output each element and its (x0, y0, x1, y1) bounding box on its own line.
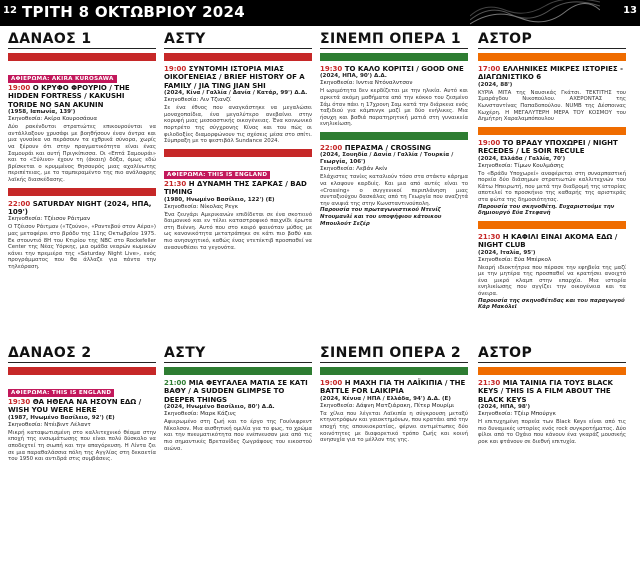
screening (164, 379, 312, 452)
page-number-left: 12 (3, 5, 17, 16)
venue-heading: ΑΣΤΥ (164, 30, 312, 49)
screening (320, 65, 468, 128)
screening-director: Σκηνοθεσία: Λεβάν Ακίν (320, 166, 388, 173)
screening (8, 200, 156, 271)
screening-director: Σκηνοθεσία: Ντέιβιντ Λέλαντ (8, 421, 91, 428)
screening-director: Σκηνοθεσία: Ακίρα Κουροσάουα (8, 116, 98, 123)
screening-meta: (1958, Ιαπωνία, 139') (8, 109, 76, 116)
screening-meta: (2024, 88') (478, 81, 513, 88)
screening-director: Σκηνοθεσία: Τίμων Κουλμάσης (478, 162, 564, 169)
screening-description: Νεαρή ιδιοκτήτρια που πέρασε την εφηβεία της μαζί με την μητέρα της προσπαθεί να κρατήσει ανοιχτό ένα μικρό κλαμπ στην επαρχία. Μια ιστορία ενηλικίωσης που αγγίζει την οικογένεια και τα όνειρα. (478, 264, 626, 297)
color-strip (8, 53, 156, 61)
screening-title: 22:00 SATURDAY NIGHT (2024, ΗΠΑ, 109') (8, 199, 152, 216)
screening-meta: (1987, Ηνωμένο Βασίλειο, 92') (Ε) (8, 414, 115, 421)
screening-time: 21:00 (164, 379, 187, 387)
screening-meta: (2024, Κίνα / Γαλλία / Δανία / Κατάρ, 99') Δ.Δ. (164, 90, 308, 97)
screening-title: 21:30 Η ΔΥΝΑΜΗ ΤΗΣ ΣΑΡΚΑΣ / BAD TIMING (164, 179, 307, 197)
screening-director: Σκηνοθεσία: Τζέιρ Μπούργκ (478, 411, 556, 418)
screening-title: 19:30 ΘΑ ΗΘΕΛΑ ΝΑ ΗΣΟΥΝ ΕΔΩ / WISH YOU WERE HERE (8, 398, 142, 415)
page-number-right: 13 (623, 5, 637, 16)
screening-director: Σκηνοθεσία: Ινντια Ντόναλντσον (320, 80, 413, 87)
color-strip (164, 149, 312, 157)
screening-description: Αφιερωμένο στη ζωή και το έργο της Γουίνιφρεντ Νίκολσον. Μια αισθητική ομιλία για το φως, το χρώμα και την πνευματικότητα που ενέπνευσαν μια από τις πιο σημαντικές Βρετανίδες ζωγράφους του εικοστού αιώνα. (164, 419, 312, 452)
screening-title: 19:30 ΤΟ ΚΑΛΟ ΚΟΡΙΤΣΙ / GOOD ONE (320, 65, 464, 73)
screening-title: 19:00 Ο ΚΡΥΦΟ ΦΡΟΥΡΙΟ / THE HIDDEN FORTRESS / KAKUSHI TORIDE NO SAN AKUNIN (8, 84, 130, 109)
screening-title: 17:00 ΕΛΛΗΝΙΚΕΣ ΜΙΚΡΕΣ ΙΣΤΟΡΙΕΣ - ΔΙΑΓΩΝΙΣΤΙΚΟ 6 (478, 65, 623, 82)
column-asty (164, 30, 312, 568)
screening-title: 21:30 Η ΚΑΦΙΛΙ ΕΙΝΑΙ ΑΚΟΜΑ ΕΔΩ / NIGHT CLUB (478, 232, 618, 250)
tribute-tag: ΑΦΙΕΡΩΜΑ: AKIRA KUROSAWA (8, 75, 117, 83)
screening-time: 19:00 (164, 65, 187, 73)
screening-title: 21:30 ΜΙΑ ΤΑΙΝΙΑ ΓΙΑ ΤΟΥΣ BLACK KEYS / THIS IS A FILM ABOUT THE BLACK KEYS (478, 379, 613, 404)
screening-meta: (2024, Σουηδία / Δανία / Γαλλία / Τουρκία / Γεωργία, 106') (320, 152, 454, 166)
venue-heading: ΔΑΝΑΟΣ 2 (8, 344, 156, 363)
screening-director: Σκηνοθεσία: Τζέισον Ράιτμαν (8, 216, 91, 223)
screening-time: 19:00 (478, 138, 501, 147)
color-strip (164, 367, 312, 375)
lower-section (8, 340, 156, 467)
screening-meta: (2024, Κένυα / ΗΠΑ / Ελλάδα, 94') Δ.Δ. (Ε) (320, 395, 451, 402)
screening-title: 19:00 ΤΟ ΒΡΑΔΥ ΥΠΟΧΩΡΕΙ / NIGHT RECEDES / LE SOIR RECULE (478, 138, 618, 156)
screening-meta: (2024, Ιταλία, 95') (478, 249, 536, 256)
color-strip (478, 221, 626, 229)
screening-time: 19:30 (8, 398, 31, 406)
venue-heading: ΑΣΤΥ (164, 344, 312, 363)
screening-note: Παρουσία του σκηνοθέτη. Ευχαριστούμε την δημιουργό Εύα Στεφανή (478, 203, 615, 217)
color-strip (164, 53, 312, 61)
color-strip (478, 53, 626, 61)
screening-description: Δύο ρακένδυτοι στρατιώτες επικουρούνται να αντάλλαξουν χρυσάφι με βοηθήσουν έναν άντρα και μια γυναίκα να περάσουν τα εχθρικά σύνορα, χωρίς να ξέρουν ότι στην πραγματικότητα είναι ένας Σαμουράι και αυτή Πριγκίπισσα. Οι «Επτά Σαμουράι» και το «Ξύλινο» έχουν τη (άκαιη) δόξα, όμως εδώ βρίσκεται ο κρυμμένος θησαυρός μιας αχαλίνωτης περιπέτειας, με το ταμπεραμέντο της πιο ανάλαφρης λαϊκής διασκέδασης. (8, 124, 156, 183)
venue-heading: ΣΙΝΕΜΠ ΟΠΕΡΑ 1 (320, 30, 468, 49)
screening (320, 379, 468, 444)
screening-title: 22:00 ΠΕΡΑΣΜΑ / CROSSING (320, 143, 431, 152)
screening-title: 19:00 ΣΥΝΤΟΜΗ ΙΣΤΟΡΙΑ ΜΙΑΣ ΟΙΚΟΓΕΝΕΙΑΣ / BRIEF HISTORY OF A FAMILY / JIA TING JIAN SHI (164, 65, 305, 90)
screening-time: 17:00 (478, 65, 501, 73)
screening-description: Σε ένα έθνος που αναγκάστηκε να μεγαλώσει μοναχοπαίδια, ένα μεγαλύτερο ανεβαίνει στην κορυφή μιας μεσοαστικής οικογένειας. Ένα κοινωνικό πορτρέτο της σύγχρονης Κίνας και του πώς οι φιλοδοξίες διαμορφώνουν τις σχέσεις μέσα στο σπίτι. Σύμπραξη με το φεστιβάλ Sundance 2024. (164, 105, 312, 145)
date-title: ΤΡΙΤΗ 8 ΟΚΤΩΒΡΙΟΥ 2024 (22, 3, 246, 21)
color-strip (320, 132, 468, 140)
screening-meta: (2024, ΗΠΑ, 90') Δ.Δ. (320, 73, 387, 80)
screening-meta: (2024, Ηνωμένο Βασίλειο, 80') Δ.Δ. (164, 404, 275, 411)
decorative-wave-graphic (470, 0, 600, 26)
venue-heading: ΑΣΤΟΡ (478, 344, 626, 363)
screening-director: Σκηνοθεσία: Νίκολας Ρεγκ (164, 203, 239, 210)
screening-note: Παρουσία του πρωταγωνιστικού Ντενίζ Ντουμανλί και του υποψήφιου κάτοικου Μπουλούτ Σεζέρ (320, 207, 442, 227)
screening-time: 21:30 (164, 179, 187, 188)
page-header (0, 0, 640, 26)
color-strip (478, 367, 626, 375)
screening (478, 65, 626, 123)
color-strip (8, 188, 156, 196)
screening (478, 379, 626, 446)
screening-description: Ο Τζέισον Ράιτμαν («Τζούνο», «Ραντεβού στον Αέρα») μας μεταφέρει στο βράδυ της 11ης Οκτωβρίου 1975. Εκ στουντιό 8Η του Κτιρίου της NBC στο Rockefeller Center της Νέας Υόρκης, μια ομάδα νεαρών κωμικών κάνει την πρεμιέρα της «Saturday Night Live», ενός προγράμματος που θα άλλαζε για πάντα την τηλεόραση. (8, 224, 156, 270)
screening (478, 233, 626, 311)
screening-time: 19:00 (320, 379, 343, 387)
screening-description: Η επιτυχημένη πορεία των Black Keys είναι από τις πιο δυναμικές ιστορίες ενός rock συγκροτήματος. Δύο φίλοι από το Οχάιο που κάνουν ένα γκαράζ μουσικής ροκ και φτάνουν σε διεθνή επιτυχία. (478, 419, 626, 445)
screening-time: 21:30 (478, 379, 501, 387)
screening (478, 139, 626, 217)
color-strip (478, 127, 626, 135)
color-strip (320, 53, 468, 61)
screening-meta: (2024, ΗΠΑ, 98') (478, 404, 531, 411)
screening-description: Μικρή καταφωτισμένη στο καλλιτεχνικό θέαμα στην εποχή της ενσωμάτωσης που είναι πολύ δύσκολο να αποδεχτεί τη σιωπή και την απαγόρευση. Η Λίντα ζει σε μια παραθαλάσσια πόλη της Αγγλίας στη δεκαετία του 1950 και αντιδρά στις συμβάσεις. (8, 429, 156, 463)
column-danaos (8, 30, 156, 568)
screening-time: 19:30 (320, 65, 343, 73)
screening (164, 161, 312, 251)
venue-heading: ΑΣΤΟΡ (478, 30, 626, 49)
screening-time: 22:00 (8, 199, 31, 208)
screening-time: 19:00 (8, 84, 31, 92)
lower-section (320, 340, 468, 448)
screening-description: Τα χίλια που λέγεται Λαϊκιπία η σύγκρουση μεταξύ κτηνοτρόφων και γαιοκτημόνων, που κρατάει από την εποχή της αποικιοκρατίας, φέρνει αντιμέτωπες δύο κοινότητες με διαφορετικό τρόπο ζωής και κοινή ανησυχία για το μέλλον της γης. (320, 410, 468, 444)
screening-description: ΚΥΡΙΑ ΜΙΤΑ της Ναυσικάς Γκάτσι. ΤΕΚΤΙΤΗΣ του Σμαράγδου Νικοπούλου. ΑΧΕΡΟΝΤΑΣ της Κωνσταντίνας Παπαδοπούλου. NUMB της Δέσποινας Κωχέρη. Η ΜΕΓΑΛΥΤΕΡΗ ΜΕΡΑ ΤΟΥ ΚΟΣΜΟΥ του Δημήτρη Χαραλαμπόπουλου (478, 89, 626, 123)
screening (8, 65, 156, 184)
venue-heading: ΣΙΝΕΜΠ ΟΠΕΡΑ 2 (320, 344, 468, 363)
color-strip (320, 367, 468, 375)
screening-meta: (1980, Ηνωμένο Βασίλειο, 122') (Ε) (164, 196, 275, 203)
column-opera-1 (320, 30, 468, 568)
screening-time: 21:30 (478, 232, 501, 241)
screening-title: 19:00 Η ΜΑΧΗ ΓΙΑ ΤΗ ΛΑΪΚΙΠΙΑ / THE BATTLE FOR LAIKIPIA (320, 379, 466, 396)
lower-section (164, 340, 312, 456)
screening-time: 22:00 (320, 143, 343, 152)
tribute-tag: ΑΦΙΕΡΩΜΑ: THIS IS ENGLAND (164, 171, 270, 179)
color-strip (8, 367, 156, 375)
screening-description: Η ωριμότητα δεν κερδίζεται με την ηλικία. Αυτό και αρκετά ακόμη μαθήματα από την κόκκο του ζεσμένο Σάμ όταν πάει η 17χρονη Σαμ κατά την διάρκεια ενός ταξιδιού για κάμπινγκ μαζί με δύο ενήλικες. Μια ήσυχη και βαθιά παρατηρητική ματιά στη γυναικεία ενηλικίωση. (320, 88, 468, 128)
screening-description: Ένα ζευγάρι Αμερικανών επιδίδεται σε ένα σκοτεινό δαιμονικό και εν τέλει καταστροφικό παιχνίδι έρωτα στη Βιέννη. Αυτό που στο καιρό φαινόταν μύθος με ως κανονικότητα μετατράπηκε σε κάτι πιο βαθύ και πιο ανησυχητικό, καθώς ένας ντετέκτιβ προσπαθεί να ανασυνθέσει τα γεγονότα. (164, 211, 312, 251)
screening-title: 21:00 ΜΙΑ ΦΕΥΓΑΛΕΑ ΜΑΤΙΑ ΣΕ ΚΑΤΙ ΒΑΘΥ / A SUDDEN GLIMPSE TO DEEPER THINGS (164, 379, 308, 404)
screening-description: Το «Βράδυ Υποχωρεί» αναφέρεται στη συναρπαστική πορεία δύο διάσημων στρατιωτών καλλιτεχνών του Κάτω Ηπειρωτή, που μετά την διαδρομή της ιστορίας αποτελεί το προσκήνιο της καθαρής της αριστεράς στα φώτα της δημοσιότητας. (478, 170, 626, 203)
screening-meta: (2024, Ελλάδα / Γαλλία, 70') (478, 155, 566, 162)
screening-director: Σκηνοθεσία: Εύα Μπέρκολ (478, 256, 552, 263)
lower-section (478, 340, 626, 450)
screening-director: Σκηνοθεσία: Δάφνη Ματζιάρακη, Πίτερ Μουρίμι (320, 402, 455, 409)
screening-director: Σκηνοθεσία: Μαρκ Κάζινς (164, 411, 236, 418)
screening (8, 379, 156, 463)
venue-heading: ΔΑΝΑΟΣ 1 (8, 30, 156, 49)
column-astor (478, 30, 626, 568)
screening-director: Σκηνοθεσία: Λιν Τζιανζί (164, 97, 231, 104)
screening-note: Παρουσία της σκηνοθέτιδας και του παραγωγού Κάρ Μακόλεϊ (478, 297, 625, 311)
screening-description: Ελάχιστες τανίες καταλιούν τόσο στα στάκτυ κάρημα να κλαψουν καρδιές. Και μια από αυτές είναι το «Crossing» ο συγγενικοί περιπλάνηση μιας συνταξιούχου δασκάλας από τη Γεωργία που αναζητά την ανιψιά της στην Κωνσταντινούπολη. (320, 174, 468, 207)
screening (320, 144, 468, 227)
screening (164, 65, 312, 145)
tribute-tag: ΑΦΙΕΡΩΜΑ: THIS IS ENGLAND (8, 389, 114, 397)
